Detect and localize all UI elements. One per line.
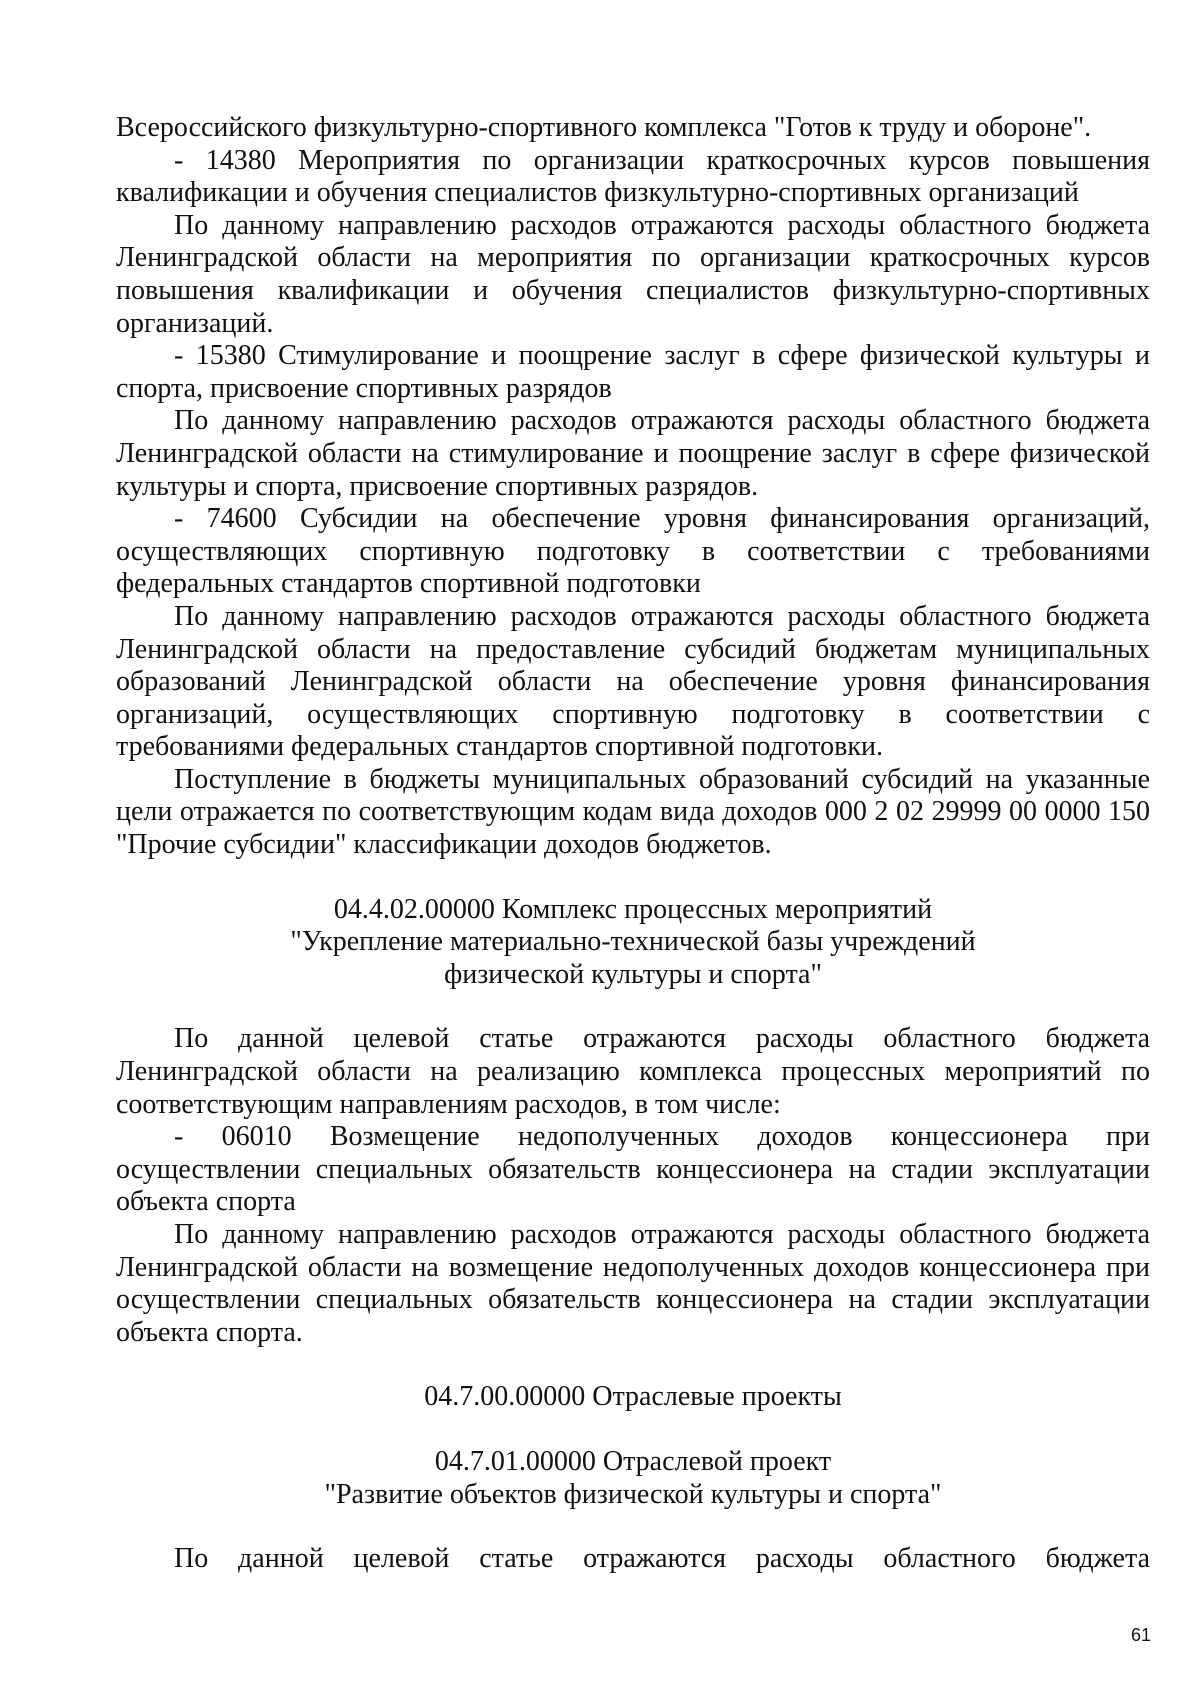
paragraph-income-codes: Поступление в бюджеты муниципальных образований субсидий на указанные цели отражается по соответствующим кодам вида доходов 000 2 02 29999 00 0000 150 "Прочие субсидии" классификации доходов бюджетов. bbox=[116, 763, 1150, 861]
section-heading-line-2: "Развитие объектов физической культуры и спорта" bbox=[324, 1478, 942, 1510]
page-number: 61 bbox=[1130, 1625, 1151, 1645]
list-item-06010: - 06010 Возмещение недополученных доходов концессионера при осуществлении специальных обязательств концессионера на стадии эксплуатации объекта спорта bbox=[116, 1121, 1150, 1218]
paragraph-target-article-start: По данной целевой статье отражаются расходы областного бюджета bbox=[174, 1543, 1150, 1575]
section-heading-line-1: 04.7.01.00000 Отраслевой проект bbox=[434, 1445, 832, 1477]
list-item-15380: - 15380 Стимулирование и поощрение заслуг в сфере физической культуры и спорта, присвоение спортивных разрядов bbox=[116, 340, 1150, 404]
section-heading-04-7-00 bbox=[116, 1381, 1150, 1414]
paragraph-15380-description: По данному направлению расходов отражаются расходы областного бюджета Ленинградской области на стимулирование и поощрение заслуг в сфере физической культуры и спорта, присвоение спортивных разрядов. bbox=[116, 405, 1150, 502]
paragraph-target-article-intro: По данной целевой статье отражаются расходы областного бюджета Ленинградской области на реализацию комплекса процессных мероприятий по соответствующим направлениям расходов, в том числе: bbox=[116, 1023, 1150, 1120]
section-heading-line-3: физической культуры и спорта" bbox=[444, 958, 822, 990]
section-heading-04-7-01 bbox=[116, 1446, 1150, 1511]
list-item-14380: - 14380 Мероприятия по организации краткосрочных курсов повышения квалификации и обучения специалистов физкультурно-спортивных организаций bbox=[116, 144, 1150, 209]
section-heading-line-1: 04.7.00.00000 Отраслевые проекты bbox=[424, 1381, 842, 1413]
paragraph-continuation: Всероссийского физкультурно-спортивного комплекса "Готов к труду и обороне". bbox=[116, 112, 1092, 143]
section-heading-04-4-02 bbox=[116, 894, 1150, 992]
page-body bbox=[116, 112, 1150, 1576]
paragraph-14380-description: По данному направлению расходов отражаются расходы областного бюджета Ленинградской области на мероприятия по организации краткосрочных курсов повышения квалификации и обучения специалистов физкультурно-спортивных организаций. bbox=[116, 209, 1150, 339]
section-heading-line-1: 04.4.02.00000 Комплекс процессных мероприятий bbox=[333, 893, 933, 925]
section-heading-line-2: "Укрепление материально-технической базы учреждений bbox=[290, 926, 976, 958]
list-item-74600: - 74600 Субсидии на обеспечение уровня финансирования организаций, осуществляющих спортивную подготовку в соответствии с требованиями федеральных стандартов спортивной подготовки bbox=[116, 503, 1150, 600]
paragraph-74600-description: По данному направлению расходов отражаются расходы областного бюджета Ленинградской области на предоставление субсидий бюджетам муниципальных образований Ленинградской области на обеспечение уровня финансирования организаций, осуществляющих спортивную подготовку в соответствии с требованиями федеральных стандартов спортивной подготовки. bbox=[116, 600, 1150, 763]
paragraph-06010-description: По данному направлению расходов отражаются расходы областного бюджета Ленинградской области на возмещение недополученных доходов концессионера при осуществлении специальных обязательств концессионера на стадии эксплуатации объекта спорта. bbox=[116, 1219, 1150, 1348]
